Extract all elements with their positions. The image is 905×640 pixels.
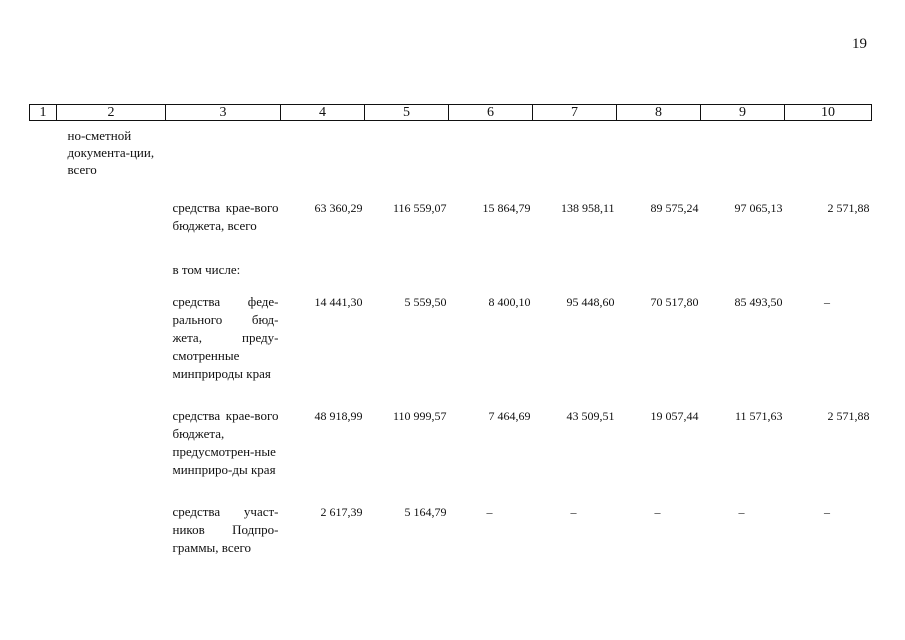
table-row: [30, 293, 872, 401]
value-cell: –: [654, 505, 661, 519]
value-cell: 5 164,79: [404, 505, 447, 519]
value-cell: 89 575,24: [650, 201, 699, 215]
table-row: [30, 503, 872, 559]
row-label: средства крае-вого бюджета, всего: [172, 200, 279, 233]
value-cell: 116 559,07: [392, 201, 447, 215]
value-cell: 15 864,79: [482, 201, 531, 215]
value-cell: 2 571,88: [827, 201, 870, 215]
value-cell: 138 958,11: [560, 201, 615, 215]
column-header: 8: [617, 105, 701, 121]
value-cell: 2 617,39: [320, 505, 363, 519]
value-cell: 63 360,29: [314, 201, 363, 215]
table-row: [30, 261, 872, 287]
value-cell: 43 509,51: [566, 409, 615, 423]
row-label: средства крае-вого бюджета, предусмотрен-ные минприро-ды края: [172, 408, 279, 477]
value-cell: 5 559,50: [404, 295, 447, 309]
value-cell: –: [486, 505, 493, 519]
column-header: 6: [449, 105, 533, 121]
value-cell: –: [570, 505, 577, 519]
value-cell: 70 517,80: [650, 295, 699, 309]
value-cell: 14 441,30: [314, 295, 363, 309]
column-header: 3: [166, 105, 281, 121]
table-row: [30, 199, 872, 255]
column-header: 5: [365, 105, 449, 121]
value-cell: 11 571,63: [734, 409, 783, 423]
column-header: 4: [281, 105, 365, 121]
column-header: 9: [701, 105, 785, 121]
column-header: 1: [30, 105, 57, 121]
value-cell: 85 493,50: [734, 295, 783, 309]
value-cell: 97 065,13: [734, 201, 783, 215]
value-cell: 8 400,10: [488, 295, 531, 309]
column-header: 10: [785, 105, 872, 121]
value-cell: 95 448,60: [566, 295, 615, 309]
table-row: [30, 407, 872, 497]
page-number: 19: [852, 36, 867, 52]
row-label: в том числе:: [172, 262, 241, 277]
value-cell: 110 999,57: [392, 409, 447, 423]
row-label: средства участ-ников Подпро-граммы, всего: [172, 504, 279, 555]
table-row: [30, 121, 872, 200]
row-label: средства феде-рального бюд-жета, преду-смотренные минприроды края: [172, 294, 279, 381]
value-cell: –: [738, 505, 745, 519]
value-cell: –: [824, 505, 830, 519]
column-header: 2: [57, 105, 166, 121]
header-row: [30, 105, 872, 121]
column-header: 7: [533, 105, 617, 121]
value-cell: 48 918,99: [314, 409, 363, 423]
value-cell: 2 571,88: [827, 409, 870, 423]
value-cell: 7 464,69: [488, 409, 531, 423]
budget-table: [29, 104, 872, 559]
continued-name-cell: но-сметной документа-ции, всего: [67, 128, 155, 177]
value-cell: –: [824, 295, 830, 309]
value-cell: 19 057,44: [650, 409, 699, 423]
